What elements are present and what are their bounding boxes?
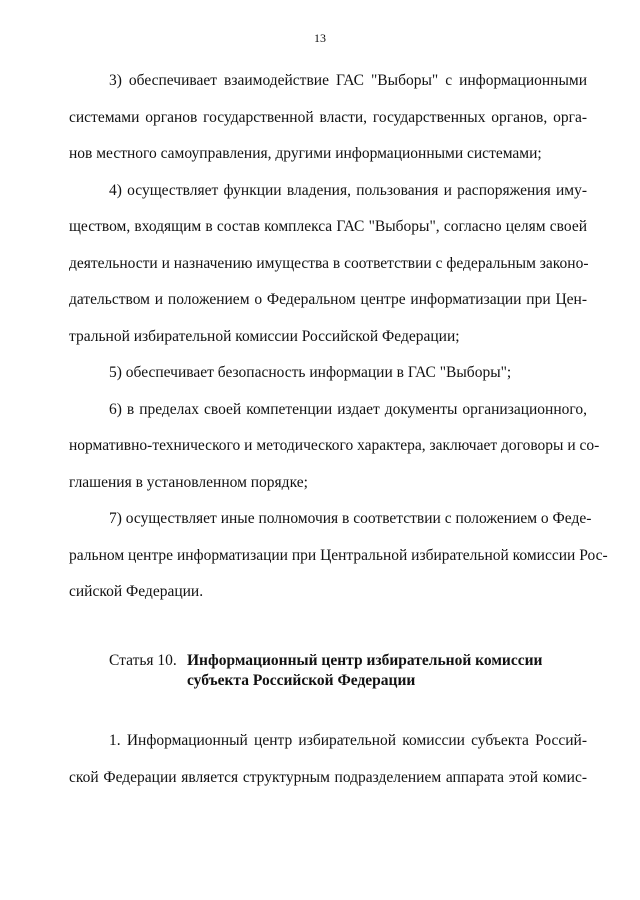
paragraph-line: 7) осуществляет иные полномочия в соответствии с положением о Феде-: [109, 510, 592, 527]
article-label: Статья 10.: [109, 652, 177, 669]
paragraph-line: 5) обеспечивает безопасность информации в ГАС "Выборы";: [109, 364, 512, 381]
article-9-continuation: [69, 63, 608, 611]
article-title: [187, 651, 542, 691]
paragraph-line: ральном центре информатизации при Центральной избирательной комиссии Рос-: [69, 546, 608, 564]
paragraph-line: сийской Федерации.: [69, 583, 204, 600]
list-item-3: [69, 63, 587, 173]
paragraph-line: деятельности и назначению имущества в соответствии с федеральным законо-: [69, 254, 589, 272]
paragraph-line: ской Федерации является структурным подразделением аппарата этой комис-: [69, 768, 587, 786]
paragraph-line: дательством и положением о Федеральном центре информатизации при Цен-: [69, 291, 587, 308]
article-title-line: субъекта Российской Федерации: [187, 672, 416, 689]
paragraph-line: тральной избирательной комиссии Российской Федерации;: [69, 327, 460, 345]
article-10-body: [69, 723, 587, 796]
paragraph-line: 6) в пределах своей компетенции издает документы организационного,: [109, 400, 587, 418]
paragraph-line: ществом, входящим в состав комплекса ГАС "Выборы", согласно целям своей: [69, 218, 587, 235]
paragraph-line: нов местного самоуправления, другими информационными системами;: [69, 145, 542, 162]
page-number: 13: [314, 31, 326, 45]
paragraph-line: системами органов государственной власти, государственных органов, орга-: [69, 108, 587, 126]
list-item-5: [69, 355, 587, 392]
list-item-4: [69, 173, 587, 356]
article-title-line: Информационный центр избирательной комиссии: [187, 652, 543, 669]
paragraph-line: нормативно-технического и методического характера, заключает договоры и со-: [69, 437, 600, 454]
paragraph-line: 1. Информационный центр избирательной комиссии субъекта Россий-: [109, 732, 587, 749]
paragraph-line: 4) осуществляет функции владения, пользования и распоряжения иму-: [109, 181, 587, 199]
paragraph-line: глашения в установленном порядке;: [69, 473, 308, 491]
list-item-7: [69, 501, 608, 611]
list-item-6: [69, 392, 600, 502]
paragraph-line: 3) обеспечивает взаимодействие ГАС "Выборы" с информационными: [109, 72, 587, 89]
